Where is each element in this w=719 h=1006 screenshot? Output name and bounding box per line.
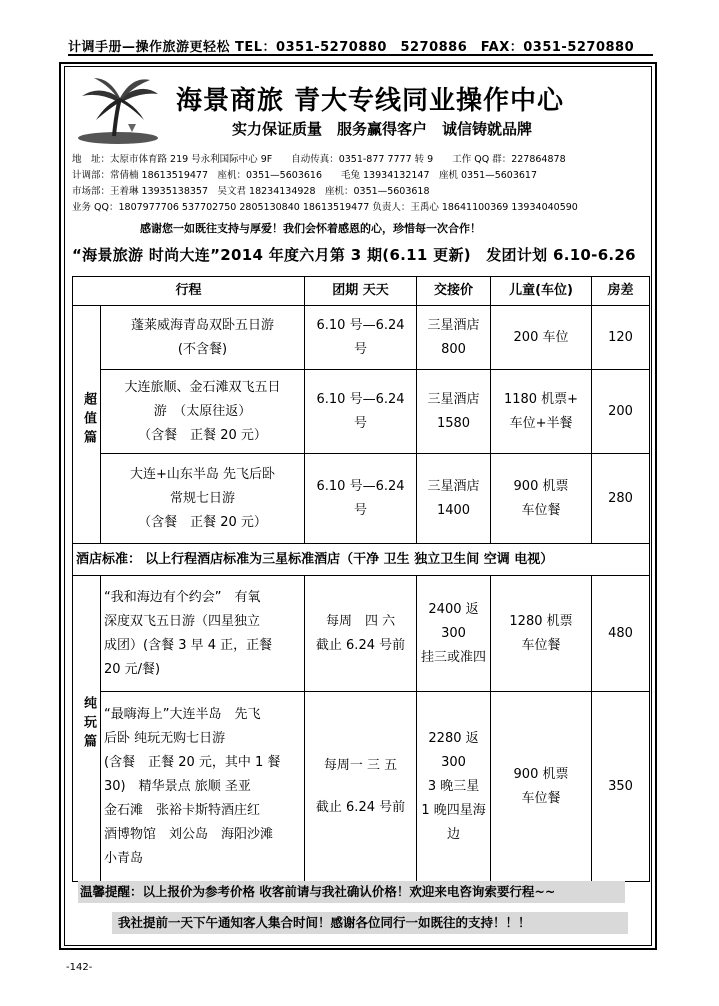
notice-banner: 我社提前一天下午通知客人集合时间！感谢各位同行一如既往的支持！！！ bbox=[112, 912, 628, 934]
route-line: 大连旅顺、金石滩双飞五日 bbox=[124, 379, 281, 395]
table-row bbox=[73, 576, 650, 692]
route-cell bbox=[101, 370, 305, 454]
date-cell: 6.10 号—6.24 号 bbox=[305, 454, 417, 544]
child-line: 车位+半餐 bbox=[509, 415, 573, 431]
child-cell bbox=[491, 370, 592, 454]
table-header-row bbox=[73, 277, 650, 306]
child-cell bbox=[491, 692, 592, 882]
hotel-standard-cell bbox=[73, 544, 650, 576]
info-line-address: 地 址：太原市体育路 219 号永利国际中心 9F 自动传真：0351-877 7777 转 9 工作 QQ 群：227864878 bbox=[72, 154, 566, 165]
route-line: 金石滩 张裕卡斯特酒庄红 bbox=[104, 802, 261, 818]
child-line: 车位餐 bbox=[521, 790, 561, 806]
palm-tree-logo-icon bbox=[70, 74, 166, 146]
route-line: 深度双飞五日游（四星独立 bbox=[104, 613, 261, 629]
price-line: 边 bbox=[447, 826, 461, 842]
price-line: 挂三或准四 bbox=[421, 649, 487, 665]
price-line: 三星酒店 bbox=[427, 478, 480, 494]
date-cell bbox=[305, 692, 417, 882]
table-row bbox=[73, 692, 650, 882]
route-line: (不含餐) bbox=[177, 341, 228, 357]
hotel-standard-label: 酒店标准： bbox=[76, 551, 142, 567]
route-line: (含餐 正餐 20 元，其中 1 餐 bbox=[104, 754, 281, 770]
price-line: 3 晚三星 bbox=[427, 778, 480, 794]
route-line: 20 元/餐) bbox=[104, 661, 161, 677]
price-line: 三星酒店 bbox=[427, 391, 480, 407]
child-line: 车位餐 bbox=[521, 637, 561, 653]
route-line: （含餐 正餐 20 元） bbox=[138, 427, 267, 443]
price-line: 1 晚四星海 bbox=[421, 802, 486, 818]
table-row bbox=[73, 370, 650, 454]
category-pure bbox=[73, 576, 101, 882]
price-line: 2280 返 300 bbox=[428, 730, 479, 770]
category-pure-label: 纯玩篇 bbox=[81, 695, 96, 753]
price-line: 三星酒店 bbox=[427, 317, 480, 333]
date-line: 截止 6.24 号前 bbox=[315, 637, 406, 653]
reminder-banner: 温馨提醒：以上报价为参考价格 收客前请与我社确认价格！欢迎来电咨询索要行程~~ bbox=[78, 881, 625, 903]
price-cell bbox=[417, 454, 491, 544]
child-line: 车位餐 bbox=[521, 502, 561, 518]
route-line: 常规七日游 bbox=[170, 490, 236, 506]
room-cell: 350 bbox=[592, 692, 650, 882]
category-value bbox=[73, 306, 101, 544]
itinerary-table bbox=[72, 276, 650, 882]
header-child: 儿童(车位) bbox=[491, 277, 592, 306]
header-route: 行程 bbox=[73, 277, 305, 306]
price-line: 1400 bbox=[436, 502, 471, 518]
route-line: “最嗨海上”大连半岛 先飞 bbox=[104, 706, 261, 722]
hotel-standard-row bbox=[73, 544, 650, 576]
category-value-label: 超值篇 bbox=[81, 391, 96, 449]
date-cell bbox=[305, 576, 417, 692]
route-cell bbox=[101, 306, 305, 370]
route-line: “我和海边有个约会” 有氧 bbox=[104, 589, 261, 605]
thanks-line: 感谢您一如既往支持与厚爱！我们会怀着感恩的心，珍惜每一次合作！ bbox=[140, 222, 481, 235]
child-cell bbox=[491, 306, 592, 370]
plan-title: “海景旅游 时尚大连”2014 年度六月第 3 期(6.11 更新) 发团计划 6.10-6.26 bbox=[72, 246, 636, 264]
child-line: 1180 机票+ bbox=[503, 391, 579, 407]
info-line-market: 市场部：王着琳 13935138357 吴文君 18234134928 座机：0351—5603618 bbox=[72, 186, 430, 197]
route-line: 小青岛 bbox=[104, 850, 144, 866]
price-line: 800 bbox=[441, 341, 466, 357]
room-cell: 280 bbox=[592, 454, 650, 544]
route-line: 游 （太原往返） bbox=[153, 403, 252, 419]
room-cell: 120 bbox=[592, 306, 650, 370]
price-line: 1580 bbox=[436, 415, 471, 431]
company-name: 海景商旅 青大专线同业操作中心 bbox=[176, 86, 565, 116]
hotel-standard-text: 以上行程酒店标准为三星标准酒店（干净 卫生 独立卫生间 空调 电视） bbox=[145, 551, 554, 567]
header-price: 交接价 bbox=[417, 277, 491, 306]
date-line: 每周一 三 五 bbox=[323, 757, 398, 773]
date-cell: 6.10 号—6.24 号 bbox=[305, 306, 417, 370]
price-cell bbox=[417, 692, 491, 882]
child-line: 900 机票 bbox=[513, 766, 569, 782]
date-cell: 6.10 号—6.24 号 bbox=[305, 370, 417, 454]
price-cell bbox=[417, 306, 491, 370]
date-line: 截止 6.24 号前 bbox=[315, 799, 406, 815]
route-line: 成团）(含餐 3 早 4 正，正餐 bbox=[104, 637, 273, 653]
table-row bbox=[73, 454, 650, 544]
header-date: 团期 天天 bbox=[305, 277, 417, 306]
child-cell bbox=[491, 576, 592, 692]
route-cell bbox=[101, 454, 305, 544]
header-contact-line: 计调手册—操作旅游更轻松 TEL：0351-5270880 5270886 FAX：0351-5270880 bbox=[68, 36, 653, 56]
route-line: （含餐 正餐 20 元） bbox=[138, 514, 267, 530]
child-line: 1280 机票 bbox=[509, 613, 573, 629]
room-cell: 200 bbox=[592, 370, 650, 454]
date-line: 每周 四 六 bbox=[325, 613, 396, 629]
page-number: -142- bbox=[66, 962, 93, 973]
route-line: 酒博物馆 刘公岛 海阳沙滩 bbox=[104, 826, 274, 842]
room-cell: 480 bbox=[592, 576, 650, 692]
info-line-ops: 计调部：常倩楠 18613519477 座机：0351—5603616 毛兔 13934132147 座机 0351—5603617 bbox=[72, 170, 538, 181]
child-line: 900 机票 bbox=[513, 478, 569, 494]
child-line: 200 车位 bbox=[513, 329, 569, 345]
price-line: 2400 返 300 bbox=[428, 601, 479, 641]
info-line-qq: 业务 QQ：1807977706 537702750 2805130840 18613519477 负责人：王禹心 18641100369 13934040590 bbox=[72, 202, 578, 213]
header-room: 房差 bbox=[592, 277, 650, 306]
price-cell bbox=[417, 576, 491, 692]
table-row bbox=[73, 306, 650, 370]
company-slogan: 实力保证质量 服务赢得客户 诚信铸就品牌 bbox=[232, 120, 533, 138]
route-cell bbox=[101, 692, 305, 882]
route-line: 蓬莱威海青岛双卧五日游 bbox=[131, 317, 275, 333]
route-line: 30) 精华景点 旅顺 圣亚 bbox=[104, 778, 251, 794]
route-cell bbox=[101, 576, 305, 692]
child-cell bbox=[491, 454, 592, 544]
route-line: 大连+山东半岛 先飞后卧 bbox=[129, 466, 276, 482]
route-line: 后卧 纯玩无购七日游 bbox=[104, 730, 226, 746]
price-cell bbox=[417, 370, 491, 454]
